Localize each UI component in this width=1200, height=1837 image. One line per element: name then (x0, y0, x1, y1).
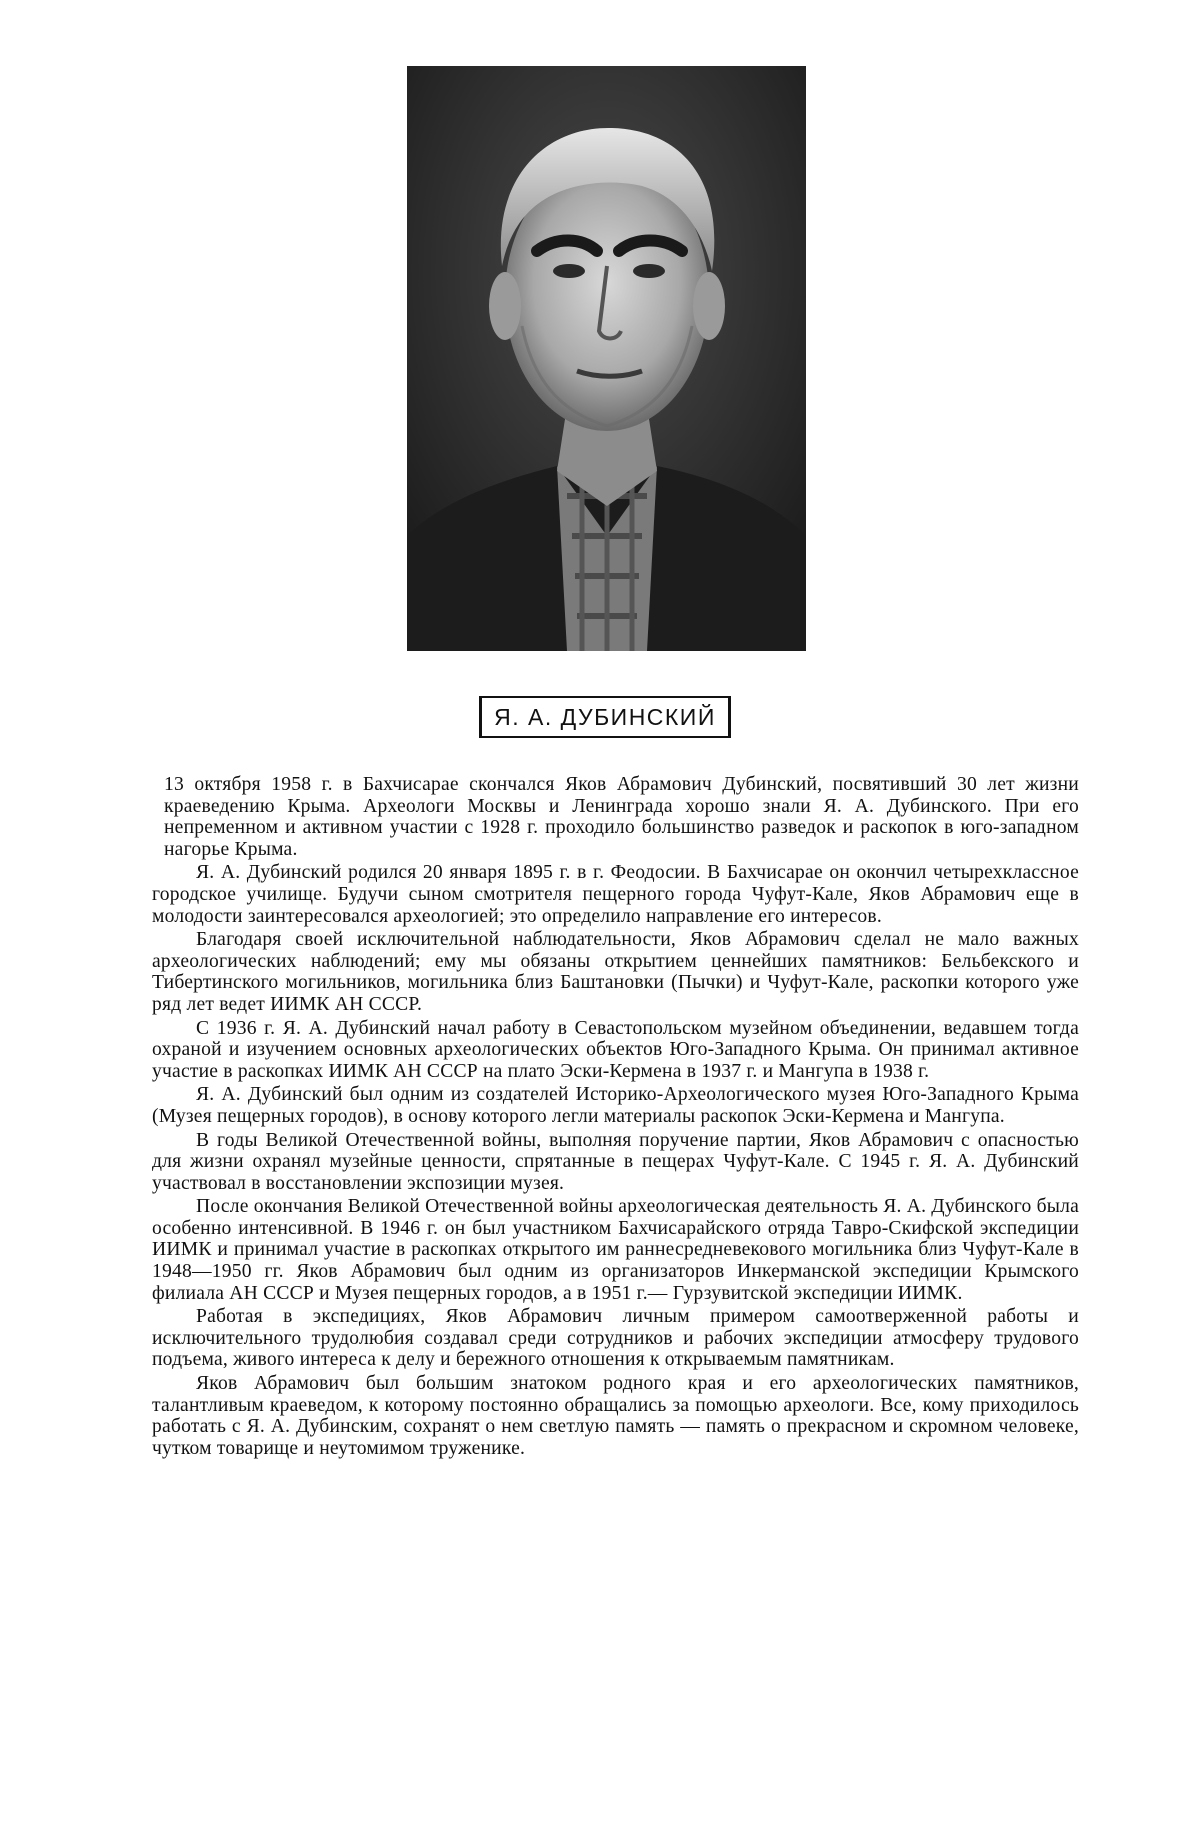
obituary-text (152, 774, 1079, 1461)
paragraph: 13 октября 1958 г. в Бахчисарае скончался Яков Абрамович Дубинский, посвятивший 30 лет жизни краеведению Крыма. Археологи Москвы и Ленинграда хорошо знали Я. А. Дубинского. При его непременном и активном участии с 1928 г. проходило большинство разведок и раскопок в юго-западном нагорье Крыма. (164, 774, 1079, 860)
name-heading-box (479, 696, 731, 738)
paragraph: В годы Великой Отечественной войны, выполняя поручение партии, Яков Абрамович с опасностью для жизни охранял музейные ценности, спрятанные в пещерах Чуфут-Кале. С 1945 г. Я. А. Дубинский участвовал в восстановлении экспозиции музея. (152, 1129, 1079, 1194)
portrait-image (407, 66, 806, 651)
paragraph: Работая в экспедициях, Яков Абрамович личным примером самоотверженной работы и исключительного трудолюбия создавал среди сотрудников и рабочих экспедиции атмосферу трудового подъема, живого интереса к делу и бережного отношения к открываемым памятникам. (152, 1306, 1079, 1371)
paragraph: Я. А. Дубинский родился 20 января 1895 г. в г. Феодосии. В Бахчисарае он окончил четырехклассное городское училище. Будучи сыном смотрителя пещерного города Чуфут-Кале, Яков Абрамович еще в молодости заинтересовался археологией; это определило направление его интересов. (152, 862, 1079, 927)
paragraph: Яков Абрамович был большим знатоком родного края и его археологических памятников, талантливым краеведом, к которому постоянно обращались за помощью археологи. Все, кому приходилось работать с Я. А. Дубинским, сохранят о нем светлую память — память о прекрасном и скромном человеке, чутком товарище и неутомимом труженике. (152, 1373, 1079, 1459)
paragraph: С 1936 г. Я. А. Дубинский начал работу в Севастопольском музейном объединении, ведавшем тогда охраной и изучением основных археологических объектов Юго-Западного Крыма. Он принимал активное участие в раскопках ИИМК АН СССР на плато Эски-Кермена в 1937 г. и Мангупа в 1938 г. (152, 1017, 1079, 1082)
portrait-photo (407, 66, 806, 651)
paragraph: Я. А. Дубинский был одним из создателей Историко-Археологического музея Юго-Западного Крыма (Музея пещерных городов), в основу которого легли материалы раскопок Эски-Кермена и Мангупа. (152, 1084, 1079, 1127)
paragraph: Благодаря своей исключительной наблюдательности, Яков Абрамович сделал не мало важных археологических наблюдений; ему мы обязаны открытием ценнейших памятников: Бельбекского и Тибертинского могильников, могильника близ Баштановки (Пычки) и Чуфут-Кале, раскопки которого уже ряд лет ведет ИИМК АН СССР. (152, 929, 1079, 1015)
name-heading: Я. А. ДУБИНСКИЙ (494, 703, 716, 730)
paragraph: После окончания Великой Отечественной войны археологическая деятельность Я. А. Дубинского была особенно интенсивной. В 1946 г. он был участником Бахчисарайского отряда Тавро-Скифской экспедиции ИИМК и принимал участие в раскопках открытого им раннесредневекового могильника близ Чуфут-Кале в 1948—1950 гг. Яков Абрамович был одним из организаторов Инкерманской экспедиции Крымского филиала АН СССР и Музея пещерных городов, а в 1951 г.— Гурзувитской экспедиции ИИМК. (152, 1196, 1079, 1304)
